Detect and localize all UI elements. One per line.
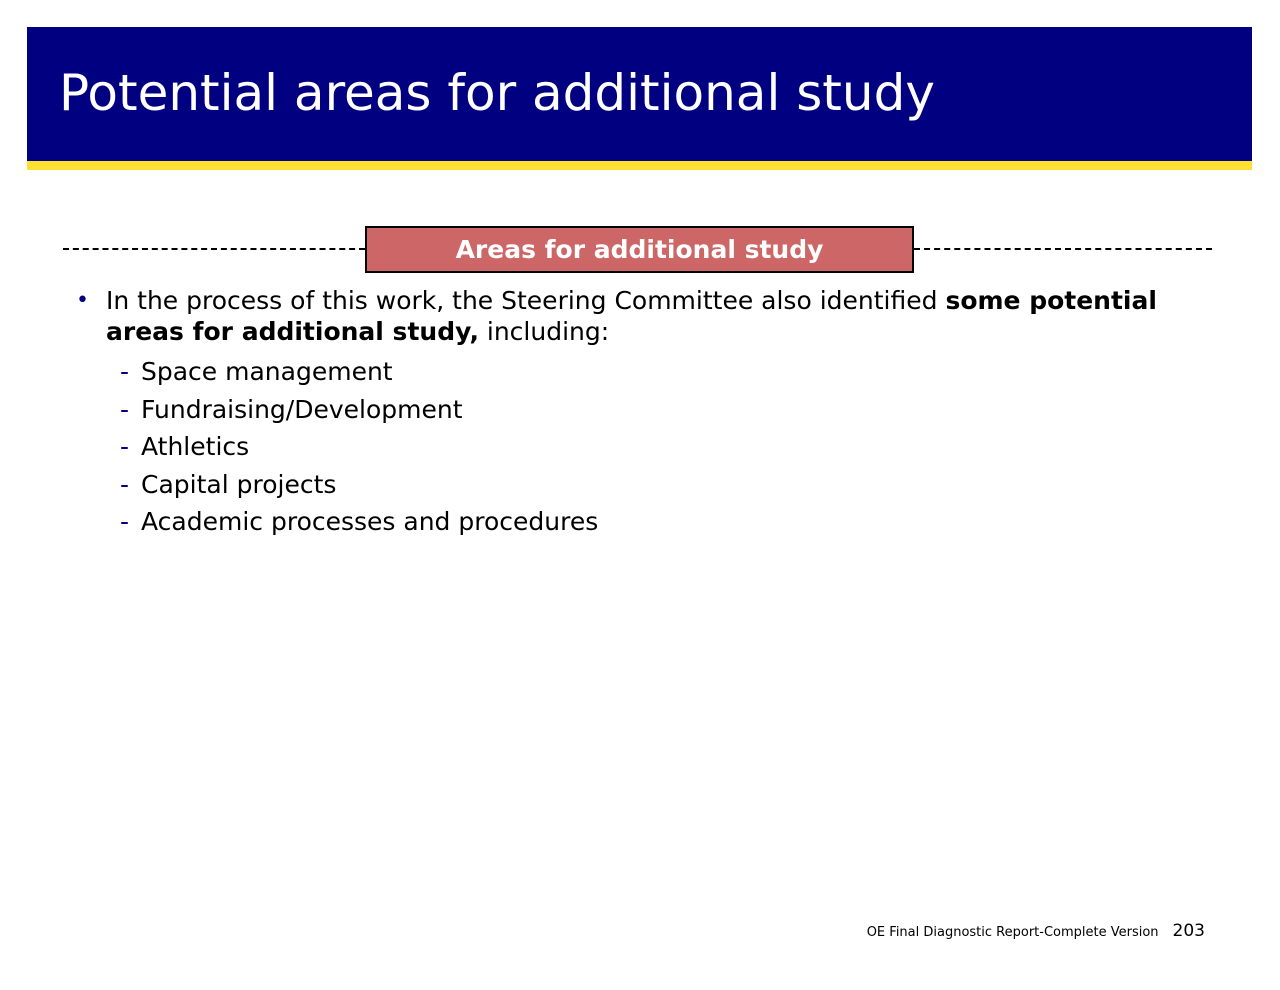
bullet-dot-icon: •	[76, 288, 89, 313]
list-item-label: Capital projects	[141, 469, 337, 499]
section-header-label: Areas for additional study	[455, 235, 824, 264]
list-item-label: Fundraising/Development	[141, 394, 463, 424]
list-item-label: Academic processes and procedures	[141, 507, 599, 536]
dash-bullet-icon: -	[120, 432, 130, 461]
list-item	[76, 466, 1216, 504]
list-item	[76, 353, 1216, 391]
list-item	[76, 391, 1216, 429]
section-divider-left	[63, 248, 365, 250]
bullet-text-outro: including:	[478, 317, 610, 346]
bullet-item	[76, 285, 1216, 347]
list-item	[76, 503, 1216, 541]
page-number: 203	[1172, 921, 1205, 941]
dash-bullet-icon: -	[120, 507, 130, 536]
dash-bullet-icon: -	[120, 394, 130, 424]
bullet-text-bold: some potential areas for additional study,	[106, 286, 1157, 346]
bullet-list	[76, 285, 1216, 541]
dash-bullet-icon: -	[120, 469, 130, 499]
list-item-label: Athletics	[141, 432, 250, 461]
footer	[867, 921, 1205, 941]
list-item-label: Space management	[141, 357, 393, 386]
section-header-box	[365, 226, 914, 273]
title-accent-stripe	[27, 161, 1252, 170]
list-item	[76, 428, 1216, 466]
title-bar	[27, 27, 1252, 161]
bullet-text-intro: In the process of this work, the Steering Committee also identified	[106, 286, 946, 315]
sub-list	[76, 353, 1216, 541]
section-divider-right	[914, 248, 1212, 250]
footer-document-title: OE Final Diagnostic Report-Complete Version	[866, 925, 1159, 940]
dash-bullet-icon: -	[120, 357, 130, 386]
page-title: Potential areas for additional study	[59, 64, 935, 122]
